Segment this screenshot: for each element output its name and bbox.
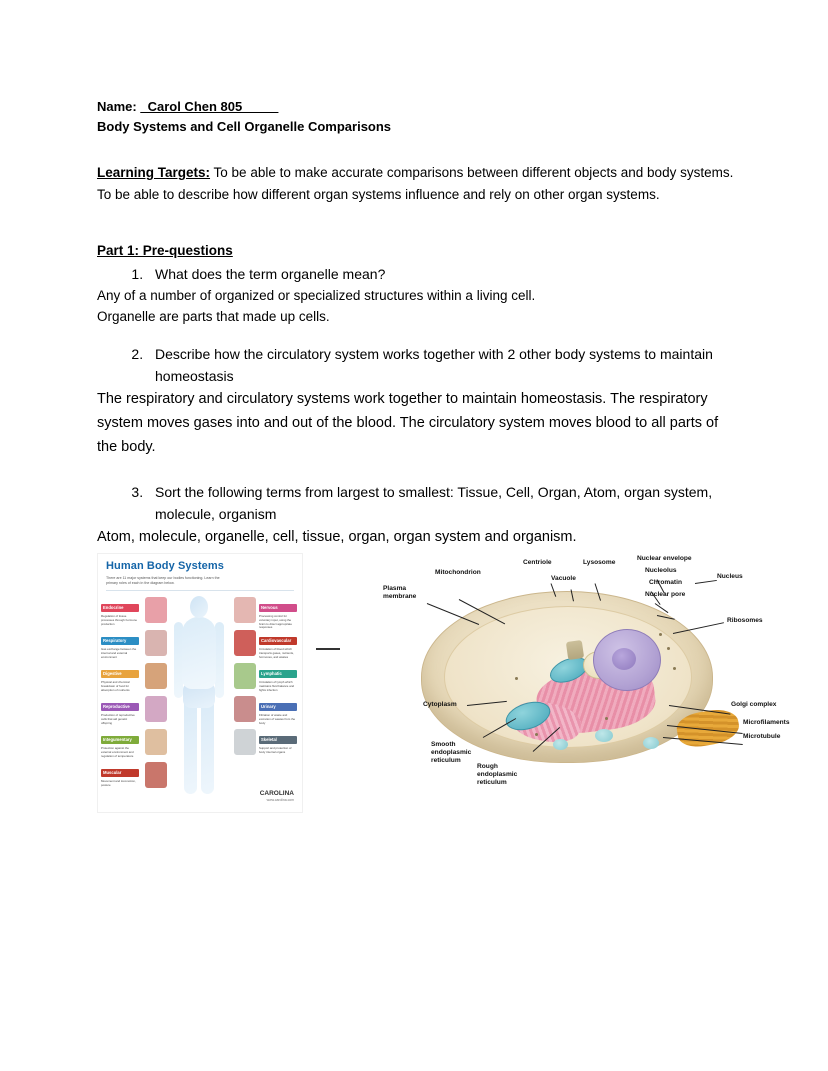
- system-name: Nervous: [259, 604, 297, 612]
- question-1-prompt: What does the term organelle mean?: [155, 266, 386, 282]
- question-2-answer: The respiratory and circulatory systems work together to maintain homeostasis. The respiratory system moves gases into and out of the blood. The circulatory system moves blood to all parts of the body.: [97, 391, 719, 455]
- label-microtubule: Microtubule: [743, 733, 781, 740]
- label-golgi-complex: Golgi complex: [731, 701, 777, 708]
- question-3-prompt: Sort the following terms from largest to smallest: Tissue, Cell, Organ, Atom, organ system, molecule, organism: [155, 484, 713, 522]
- system-description: Circulation of blood which transports gases, nutrients, hormones, and wastes: [259, 647, 294, 659]
- learning-targets-text: To be able to make accurate comparisons between different objects and body systems. To be able to describe how different organ systems influence and rely on other organ systems.: [97, 165, 734, 202]
- poster-subtitle: There are 11 major systems that keep our bodies functioning. Learn the primary roles of each in the diagram below.: [106, 576, 220, 585]
- name-label: Name:: [97, 99, 141, 114]
- system-description: Processing control for voluntary input, using the brain to direct appropriate responses: [259, 614, 292, 630]
- system-description: Filtration of waste and excretion of wastes from the body: [259, 713, 296, 725]
- poster-left-column: [101, 596, 167, 794]
- ribosome-dot: [515, 677, 518, 680]
- horizontal-dash: [316, 648, 340, 650]
- poster-brand-name: CAROLINA: [259, 790, 294, 797]
- system-name: Lymphatic: [259, 670, 297, 678]
- list-item: [234, 728, 300, 760]
- list-item: [101, 728, 167, 760]
- label-lysosome: Lysosome: [583, 559, 616, 566]
- poster-brand: [260, 790, 294, 804]
- figure-torso: [182, 617, 216, 689]
- label-nucleus: Nucleus: [717, 573, 743, 580]
- list-item: [234, 662, 300, 694]
- section-heading-part1: Part 1: Pre-questions: [97, 243, 233, 258]
- poster-right-column: [234, 596, 300, 761]
- figure-right-arm: [215, 622, 224, 698]
- label-nucleolus: Nucleolus: [645, 567, 677, 574]
- human-body-systems-poster: [97, 553, 303, 813]
- digestive-thumbnail: [145, 663, 167, 689]
- system-description: Gas exchange between the internal and external environment: [101, 647, 137, 659]
- respiratory-thumbnail: [145, 630, 167, 656]
- learning-targets-paragraph: [97, 162, 735, 206]
- list-item: [101, 761, 167, 793]
- system-description: Movement and locomotion, posture: [101, 779, 136, 787]
- endocrine-thumbnail: [145, 597, 167, 623]
- list-item: [147, 263, 735, 285]
- label-mitochondrion: Mitochondrion: [435, 569, 481, 576]
- lysosome-shape-2: [643, 737, 659, 749]
- spacer: [97, 459, 735, 479]
- label-nuclear-pore: Nuclear pore: [645, 591, 686, 598]
- list-item: [234, 695, 300, 727]
- nervous-thumbnail: [234, 597, 256, 623]
- lysosome-shape-3: [553, 739, 568, 750]
- question-list-3: [97, 481, 735, 525]
- learning-targets-label: Learning Targets:: [97, 165, 211, 180]
- centriole-shape: [566, 640, 584, 660]
- skeletal-thumbnail: [234, 729, 256, 755]
- system-description: Physical and chemical breakdown of food for absorption of nutrients: [101, 680, 130, 692]
- list-item: [101, 662, 167, 694]
- system-name: Reproductive: [101, 703, 139, 711]
- ribosome-dot: [667, 647, 670, 650]
- poster-title: Human Body Systems: [106, 560, 224, 572]
- label-plasma-membrane: Plasma membrane: [383, 585, 417, 600]
- label-microfilaments: Microfilaments: [743, 719, 790, 726]
- ribosome-dot: [659, 633, 662, 636]
- list-item: [147, 343, 735, 387]
- name-value: _Carol Chen 805_____: [140, 99, 279, 114]
- label-smooth-er: Smooth endoplasmic reticulum: [431, 741, 472, 764]
- system-name: Muscular: [101, 769, 139, 777]
- muscular-thumbnail: [145, 762, 167, 788]
- ribosome-dot: [535, 733, 538, 736]
- label-vacuole: Vacuole: [551, 575, 576, 582]
- list-item: [101, 695, 167, 727]
- document-body: [97, 97, 735, 549]
- cell-cytoplasm-region: [444, 606, 692, 748]
- label-cytoplasm: Cytoplasm: [423, 701, 457, 708]
- nucleolus-shape: [612, 648, 636, 670]
- label-ribosomes: Ribosomes: [727, 617, 763, 624]
- poster-brand-url: www.carolina.com: [266, 798, 294, 802]
- label-chromatin: Chromatin: [649, 579, 682, 586]
- question-2-prompt: Describe how the circulatory system works together with 2 other body systems to maintain homeostasis: [155, 346, 713, 384]
- integumentary-thumbnail: [145, 729, 167, 755]
- animal-cell-diagram: [355, 555, 790, 817]
- system-name: Skeletal: [259, 736, 297, 744]
- divider: [106, 590, 294, 591]
- urinary-thumbnail: [234, 696, 256, 722]
- name-line: [97, 97, 735, 116]
- system-description: Circulation of lymph which maintains fluid balance and fights infection: [259, 680, 295, 692]
- lysosome-shape-1: [595, 729, 613, 742]
- list-item: [234, 629, 300, 661]
- system-name: Endocrine: [101, 604, 139, 612]
- question-list-2: [97, 343, 735, 387]
- system-description: Regulation of tissue processes through hormone production: [101, 614, 137, 626]
- system-name: Respiratory: [101, 637, 139, 645]
- list-item: [101, 629, 167, 661]
- figure-head: [190, 596, 208, 618]
- label-rough-er: Rough endoplasmic reticulum: [477, 763, 518, 786]
- page-title: Body Systems and Cell Organelle Comparisons: [97, 119, 392, 134]
- question-1-answer-line-1: Any of a number of organized or specialized structures within a living cell.: [97, 288, 536, 303]
- cardiovascular-thumbnail: [234, 630, 256, 656]
- question-1-answer-line-2: Organelle are parts that made up cells.: [97, 309, 330, 324]
- figures-row: [97, 553, 790, 823]
- system-name: Urinary: [259, 703, 297, 711]
- ribosome-dot: [673, 667, 676, 670]
- reproductive-thumbnail: [145, 696, 167, 722]
- leader-line-nucleus: [695, 580, 717, 584]
- list-item: [234, 596, 300, 628]
- list-item: [101, 596, 167, 628]
- label-nuclear-envelope: Nuclear envelope: [637, 555, 692, 562]
- system-description: Protection against the external environment and regulation of temperature: [101, 746, 134, 758]
- system-description: Support and protection of body internal organs: [259, 746, 292, 754]
- nucleus-shape: [593, 629, 661, 691]
- lymphatic-thumbnail: [234, 663, 256, 689]
- system-name: Digestive: [101, 670, 139, 678]
- list-item: [147, 481, 735, 525]
- human-figure-illustration: [168, 596, 230, 796]
- spacer: [97, 327, 735, 341]
- label-centriole: Centriole: [523, 559, 552, 566]
- ribosome-dot: [605, 717, 608, 720]
- question-3-answer: Atom, molecule, organelle, cell, tissue, organ, organ system and organism.: [97, 529, 577, 545]
- system-name: Cardiovascular: [259, 637, 297, 645]
- question-list-1: [97, 263, 735, 285]
- system-name: Integumentary: [101, 736, 139, 744]
- system-description: Production of reproductive cells that aid genetic offspring: [101, 713, 135, 725]
